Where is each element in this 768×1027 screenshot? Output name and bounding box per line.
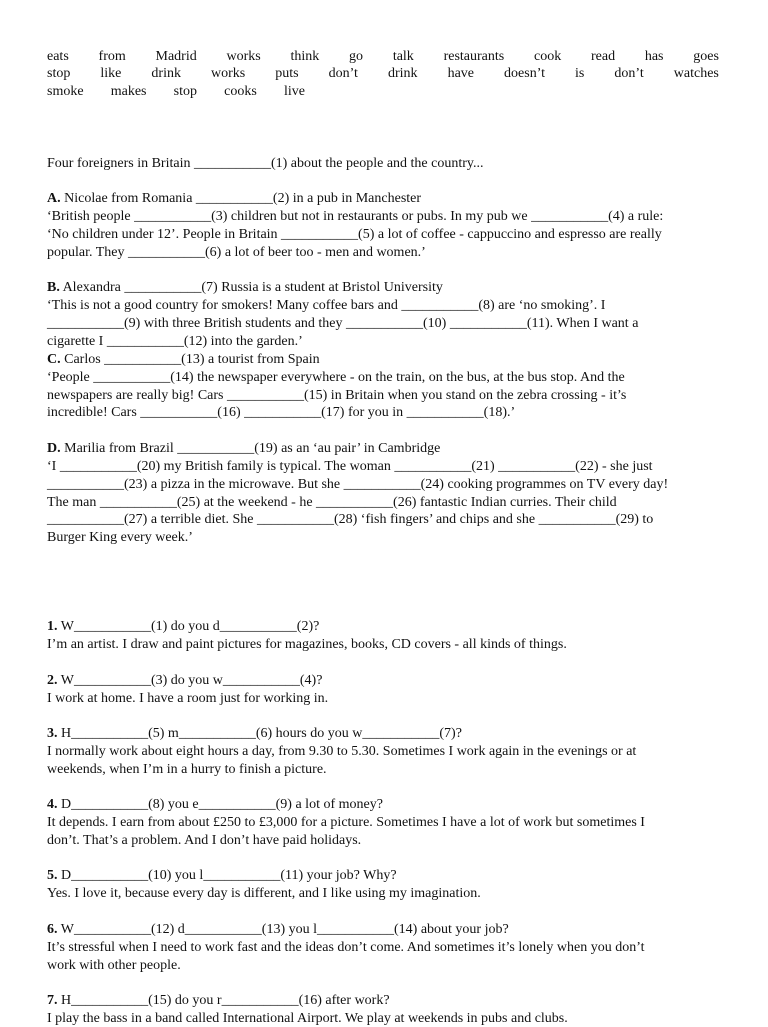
word-bank-word: have — [447, 66, 475, 81]
question-text: D___________(10) you l___________(11) your job? Why? — [57, 868, 397, 883]
question-number: 7. — [47, 993, 58, 1008]
section-b-heading — [47, 279, 719, 296]
question-text: D___________(8) you e___________(9) a lot of money? — [57, 797, 383, 812]
section-letter: A. — [47, 191, 61, 206]
word-bank-word: don’t — [328, 66, 358, 81]
word-bank-word: read — [590, 49, 616, 64]
word-bank-word: stop — [47, 66, 71, 81]
word-bank-word: drink — [387, 66, 418, 81]
section-d-line: The man ___________(25) at the weekend - he ___________(26) fantastic Indian curries. Their child — [47, 495, 617, 510]
word-bank-word: cooks — [224, 84, 257, 99]
question-text: W___________(1) do you d___________(2)? — [57, 619, 320, 634]
reading-intro: Four foreigners in Britain ___________(1) about the people and the country... — [47, 156, 484, 171]
question-number: 1. — [47, 619, 58, 634]
question-number: 3. — [47, 726, 58, 741]
word-bank-word: puts — [275, 66, 299, 81]
question-7 — [47, 992, 719, 1009]
question-4 — [47, 796, 719, 813]
word-bank-word: has — [644, 49, 664, 64]
answer-line: I work at home. I have a room just for working in. — [47, 691, 329, 706]
answer-line: work with other people. — [47, 958, 181, 973]
word-bank-word: talk — [392, 49, 414, 64]
section-c-heading — [47, 351, 719, 368]
section-b-line: ‘This is not a good country for smokers! Many coffee bars and ___________(8) are ‘no smoking’. I — [47, 298, 606, 313]
word-bank-row-1 — [47, 48, 719, 65]
section-text: Marilia from Brazil ___________(19) as an ‘au pair’ in Cambridge — [60, 441, 441, 456]
question-number: 2. — [47, 673, 58, 688]
word-bank-word: eats — [47, 49, 69, 64]
section-d-line: ___________(27) a terrible diet. She ___________(28) ‘fish fingers’ and chips and she ___________(29) to — [47, 512, 654, 527]
section-letter: D. — [47, 441, 61, 456]
word-bank-word: doesn’t — [504, 66, 546, 81]
word-bank-word: restaurants — [443, 49, 505, 64]
word-bank-word: works — [226, 49, 261, 64]
section-a-line: ‘No children under 12’. People in Britain ___________(5) a lot of coffee - cappuccino and espresso are really — [47, 227, 662, 242]
word-bank-word: stop — [173, 84, 197, 99]
section-text: Alexandra ___________(7) Russia is a student at Bristol University — [59, 280, 443, 295]
section-b-line: ___________(9) with three British students and they ___________(10) ___________(11). When I want a — [47, 316, 639, 331]
question-6 — [47, 921, 719, 938]
section-b-line: cigarette I ___________(12) into the garden.’ — [47, 334, 303, 349]
question-text: H___________(5) m___________(6) hours do you w___________(7)? — [57, 726, 462, 741]
question-5 — [47, 867, 719, 884]
answer-line: It’s stressful when I need to work fast and the ideas don’t come. And sometimes it’s lonely when you don’t — [47, 940, 645, 955]
word-bank-word: go — [349, 49, 364, 64]
word-bank-word: goes — [693, 49, 719, 64]
word-bank-word: cook — [534, 49, 562, 64]
question-2 — [47, 672, 719, 689]
section-c-line: newspapers are really big! Cars ___________(15) in Britain when you stand on the zebra crossing - it’s — [47, 388, 627, 403]
word-bank-word: Madrid — [155, 49, 197, 64]
section-text: Carlos ___________(13) a tourist from Spain — [60, 352, 320, 367]
word-bank-word: is — [575, 66, 585, 81]
section-a-heading — [47, 190, 719, 207]
word-bank-word: think — [290, 49, 320, 64]
section-c-line: incredible! Cars ___________(16) ___________(17) for you in ___________(18).’ — [47, 405, 516, 420]
section-a-line: popular. They ___________(6) a lot of beer too - men and women.’ — [47, 245, 426, 260]
answer-line: It depends. I earn from about £250 to £3,000 for a picture. Sometimes I have a lot of work but sometimes I — [47, 815, 645, 830]
word-bank-word: works — [211, 66, 246, 81]
section-d-line: Burger King every week.’ — [47, 530, 193, 545]
question-1 — [47, 618, 719, 635]
question-number: 5. — [47, 868, 58, 883]
answer-line: Yes. I love it, because every day is different, and I like using my imagination. — [47, 886, 481, 901]
section-c-line: ‘People ___________(14) the newspaper everywhere - on the train, on the bus, at the bus stop. And the — [47, 370, 625, 385]
word-bank-word: like — [100, 66, 122, 81]
word-bank-word: makes — [110, 84, 147, 99]
question-text: H___________(15) do you r___________(16) after work? — [57, 993, 390, 1008]
question-number: 6. — [47, 922, 58, 937]
word-bank-word: drink — [151, 66, 181, 81]
section-d-line: ‘I ___________(20) my British family is typical. The woman ___________(21) ___________(22) - she just — [47, 459, 653, 474]
section-a-line: ‘British people ___________(3) children but not in restaurants or pubs. In my pub we ___________(4) a rule: — [47, 209, 664, 224]
word-bank-word: live — [283, 84, 305, 99]
question-text: W___________(12) d___________(13) you l___________(14) about your job? — [57, 922, 509, 937]
answer-line: don’t. That’s a problem. And I don’t have paid holidays. — [47, 833, 362, 848]
word-bank-word: don’t — [614, 66, 644, 81]
answer-line: weekends, when I’m in a hurry to finish a picture. — [47, 762, 327, 777]
question-3 — [47, 725, 719, 742]
section-letter: B. — [47, 280, 60, 295]
answer-line: I’m an artist. I draw and paint pictures for magazines, books, CD covers - all kinds of things. — [47, 637, 567, 652]
word-bank-row-2 — [47, 65, 719, 82]
word-bank-row-3 — [47, 83, 719, 100]
answer-line: I normally work about eight hours a day, from 9.30 to 5.30. Sometimes I work again in the evenings or at — [47, 744, 637, 759]
answer-line: I play the bass in a band called International Airport. We play at weekends in pubs and clubs. — [47, 1011, 568, 1026]
question-number: 4. — [47, 797, 58, 812]
section-letter: C. — [47, 352, 61, 367]
section-d-line: ___________(23) a pizza in the microwave. But she ___________(24) cooking programmes on TV every day! — [47, 477, 669, 492]
section-d-heading — [47, 440, 719, 457]
word-bank-word: from — [98, 49, 126, 64]
section-text: Nicolae from Romania ___________(2) in a pub in Manchester — [60, 191, 422, 206]
word-bank-word: smoke — [47, 84, 84, 99]
question-text: W___________(3) do you w___________(4)? — [57, 673, 323, 688]
word-bank-word: watches — [673, 66, 719, 81]
